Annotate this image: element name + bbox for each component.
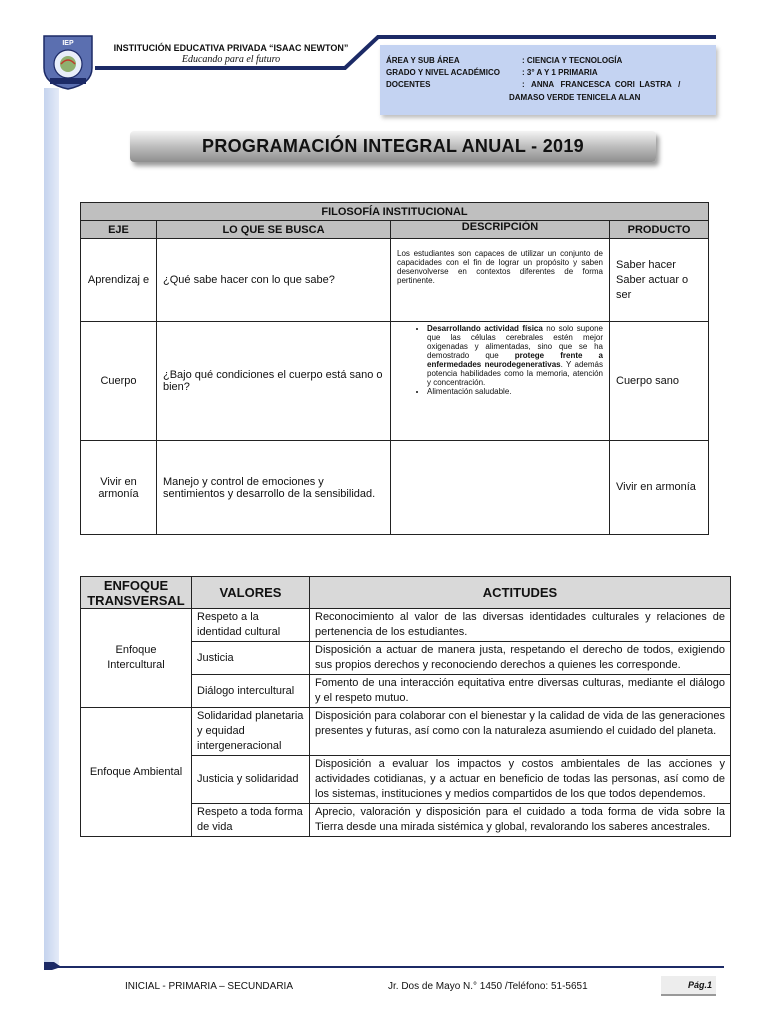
list-item: • Alimentación saludable. xyxy=(427,387,603,396)
enfoques-table xyxy=(80,576,731,837)
body-text: no solo supone que las células cerebrales estén mejor oxigenadas y alimentadas, sino que se ha demostrado que xyxy=(427,324,603,360)
producto-cell: Vivir en armonía xyxy=(610,441,709,535)
producto-cell xyxy=(610,239,709,322)
info-value-grade: : 3° A Y 1 PRIMARIA xyxy=(522,68,598,77)
actitud-cell: Reconocimiento al valor de las diversas identidades culturales y relaciones de pertenencia de los estudiantes. xyxy=(310,609,731,642)
logo-text: IEP xyxy=(62,40,74,47)
actitud-cell: Fomento de una interacción equitativa entre diversas culturas, mediante el diálogo y el respeto mutuo. xyxy=(310,675,731,708)
info-value-area: : CIENCIA Y TECNOLOGÍA xyxy=(522,56,623,65)
producto-line: Saber hacer xyxy=(616,258,676,271)
table-row xyxy=(81,708,731,756)
column-header-valores: VALORES xyxy=(192,577,310,609)
descripcion-list xyxy=(397,324,603,396)
column-header-enfoque: ENFOQUE TRANSVERSAL xyxy=(81,577,192,609)
actitud-cell: Disposición a evaluar los impactos y costos ambientales de las acciones y actividades cotidianas, y a actuar en beneficio de todas las personas, así como de los sistemas, instituciones y medios compartidos de los que todos dependemos. xyxy=(310,756,731,804)
busca-cell: Manejo y control de emociones y sentimientos y desarrollo de la sensibilidad. xyxy=(157,441,391,535)
footer-address: Jr. Dos de Mayo N.° 1450 /Teléfono: 51-5651 xyxy=(388,981,588,992)
institution-motto: Educando para el futuro xyxy=(181,54,281,65)
list-item xyxy=(427,324,603,387)
info-label-teachers: DOCENTES xyxy=(386,80,431,89)
filosofia-table xyxy=(80,202,709,535)
valor-cell: Respeto a toda forma de vida xyxy=(192,804,310,837)
bold-text: protege frente a enfermedades neurodegenerativas xyxy=(427,351,603,369)
eje-cell: Cuerpo xyxy=(81,322,157,441)
valor-cell: Diálogo intercultural xyxy=(192,675,310,708)
column-header-busca: LO QUE SE BUSCA xyxy=(157,221,391,239)
left-decorative-bar xyxy=(44,88,59,964)
bold-text: Desarrollando actividad física xyxy=(427,324,543,333)
producto-line: Saber actuar o ser xyxy=(616,273,689,301)
column-header-eje: EJE xyxy=(81,221,157,239)
actitud-cell: Aprecio, valoración y disposición para el cuidado a toda forma de vida sobre la Tierra desde una mirada sistémica y global, revalorando los saberes ancestrales. xyxy=(310,804,731,837)
info-value-teachers: : ANNA FRANCESCA CORI LASTRA / xyxy=(522,80,681,89)
actitud-cell: Disposición a actuar de manera justa, respetando el derecho de todos, exigiendo sus propios derechos y reconociendo derechos a quienes les corresponde. xyxy=(310,642,731,675)
page-number: Pág.1 xyxy=(661,976,716,996)
column-header-actitudes: ACTITUDES xyxy=(310,577,731,609)
actitud-cell: Disposición para colaborar con el bienestar y la calidad de vida de las generaciones presentes y futuras, así como con la naturaleza asumiendo el cuidado del planeta. xyxy=(310,708,731,756)
descripcion-cell xyxy=(391,322,610,441)
table-row xyxy=(81,322,709,441)
valor-cell: Respeto a la identidad cultural xyxy=(192,609,310,642)
valor-cell: Justicia xyxy=(192,642,310,675)
table-row xyxy=(81,441,709,535)
busca-cell: ¿Bajo qué condiciones el cuerpo está sano o bien? xyxy=(157,322,391,441)
busca-cell: ¿Qué sabe hacer con lo que sabe? xyxy=(157,239,391,322)
body-text: . Y además potencia habilidades como la memoria, atención y concentración. xyxy=(427,360,603,387)
filosofia-heading: FILOSOFÍA INSTITUCIONAL xyxy=(81,203,709,221)
info-value-teachers-cont: DAMASO VERDE TENICELA ALAN xyxy=(509,93,641,102)
institution-name: INSTITUCIÓN EDUCATIVA PRIVADA “ISAAC NEWTON” xyxy=(113,43,349,53)
enfoque-cell: Enfoque Ambiental xyxy=(81,708,192,837)
descripcion-cell: Los estudiantes son capaces de utilizar un conjunto de capacidades con el fin de lograr un propósito y saben desenvolverse en contextos diferentes de forma pertinente. xyxy=(391,239,610,322)
footer-rule xyxy=(44,962,724,970)
valor-cell: Solidaridad planetaria y equidad intergeneracional xyxy=(192,708,310,756)
enfoque-cell: Enfoque Intercultural xyxy=(81,609,192,708)
descripcion-cell xyxy=(391,441,610,535)
table-row xyxy=(81,609,731,642)
column-header-descripcion: DESCRIPCIÓN xyxy=(391,221,610,239)
eje-cell: Aprendizaj e xyxy=(81,239,157,322)
info-label-area: ÁREA Y SUB ÁREA xyxy=(386,56,460,65)
valor-cell: Justicia y solidaridad xyxy=(192,756,310,804)
table-row xyxy=(81,239,709,322)
producto-cell: Cuerpo sano xyxy=(610,322,709,441)
column-header-producto: PRODUCTO xyxy=(610,221,709,239)
eje-cell: Vivir en armonía xyxy=(81,441,157,535)
info-label-grade: GRADO Y NIVEL ACADÉMICO xyxy=(386,68,500,77)
course-info-box xyxy=(380,45,716,115)
footer-levels: INICIAL - PRIMARIA – SECUNDARIA xyxy=(125,981,293,992)
page-title: PROGRAMACIÓN INTEGRAL ANUAL - 2019 xyxy=(130,131,656,162)
